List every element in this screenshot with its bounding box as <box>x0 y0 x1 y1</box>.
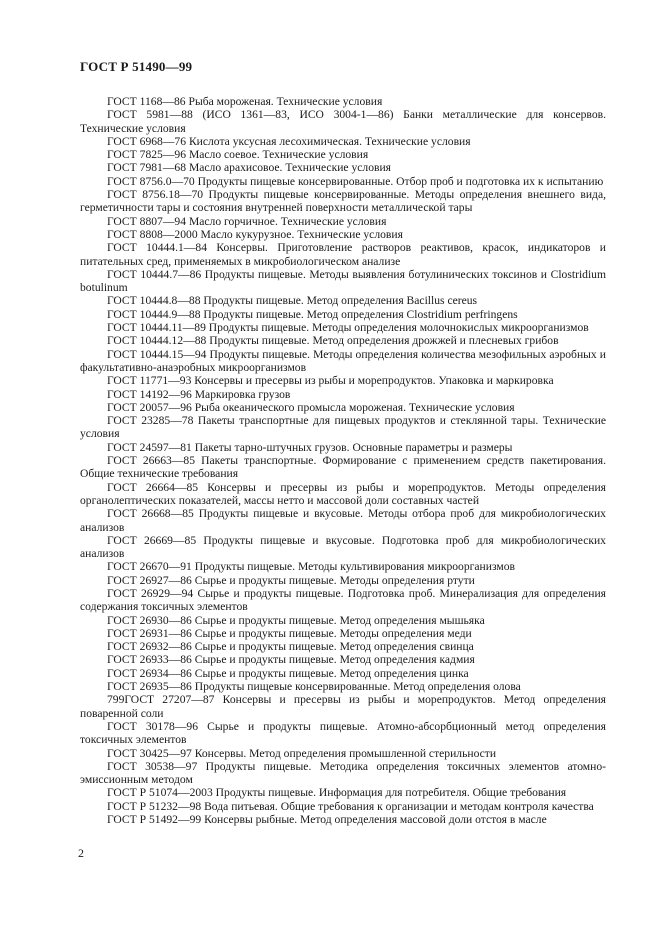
reference-title: Продукты пищевые. Методика определения токсичных элементов атомно-эмиссионным методом <box>80 759 606 787</box>
reference-item <box>80 268 606 295</box>
reference-item <box>80 308 606 321</box>
reference-item <box>80 786 606 799</box>
reference-code: ГОСТ 10444.15—94 <box>107 347 207 361</box>
reference-code: ГОСТ 26929—94 <box>107 586 194 600</box>
reference-code: ГОСТ 26663—85 <box>107 454 196 468</box>
reference-item <box>80 135 606 148</box>
document-header: ГОСТ Р 51490—99 <box>80 59 193 74</box>
reference-item <box>80 614 606 627</box>
reference-item <box>80 161 606 174</box>
reference-code: ГОСТ 1168—86 <box>107 95 186 108</box>
reference-title: Продукты пищевые. Методы определения молочнокислых микроорганизмов <box>208 321 589 335</box>
reference-title: Рыба океанического промысла мороженая. Технические условия <box>194 400 515 414</box>
reference-title: Продукты пищевые. Метод определения дрожжей и плесневых грибов <box>209 334 559 348</box>
reference-title: Маркировка грузов <box>194 387 291 401</box>
reference-title: Сырье и продукты пищевые. Атомно-абсорбционный метод определения токсичных элементов <box>80 719 606 747</box>
reference-title: Продукты пищевые и вкусовые. Подготовка проб для микробиологических анализов <box>80 533 606 561</box>
reference-title: Масло арахисовое. Технические условия <box>188 161 391 175</box>
reference-title: Сырье и продукты пищевые. Методы определения ртути <box>194 573 475 587</box>
reference-title: Продукты пищевые. Методы выявления ботулинических токсинов и Clostridium botulinum <box>80 267 606 295</box>
reference-item <box>80 401 606 414</box>
reference-item <box>80 534 606 561</box>
reference-title: Масло горчичное. Технические условия <box>188 214 387 228</box>
reference-title: (ИСО 1361—83, ИСО 3004-1—86) Банки металлические для консервов. Технические условия <box>80 108 606 135</box>
reference-item <box>80 720 606 747</box>
reference-code: ГОСТ 7981—68 <box>107 161 187 175</box>
reference-title: Продукты пищевые консервированные. Методы определения внешнего вида, герметичности тары и состояния внутренней поверхности металлической тары <box>80 188 606 215</box>
reference-title: Продукты пищевые. Метод определения Clostridium perfringens <box>203 307 518 321</box>
reference-item <box>80 574 606 587</box>
reference-code: ГОСТ 7825—96 <box>107 148 187 162</box>
reference-list <box>80 95 606 826</box>
reference-title: Продукты пищевые консервированные. Метод определения олова <box>194 680 521 694</box>
reference-item <box>80 388 606 401</box>
reference-title: Пакеты транспортные. Формирование с применением средств пакетирования. Общие технические требования <box>80 454 606 481</box>
reference-title: Консервы. Приготовление растворов реактивов, красок, индикаторов и питательных сред, применяемых в микробиологическом анализе <box>80 241 607 268</box>
reference-code: ГОСТ 10444.11—89 <box>107 321 206 335</box>
reference-code: ГОСТ 30178—96 <box>107 719 199 733</box>
reference-code: ГОСТ 26934—86 <box>107 666 192 680</box>
reference-item <box>80 374 606 387</box>
reference-title: Продукты пищевые. Метод определения Bacillus cereus <box>203 294 478 308</box>
reference-item <box>80 228 606 241</box>
reference-item <box>80 334 606 347</box>
reference-code: ГОСТ 10444.12—88 <box>107 334 207 348</box>
reference-title: Сырье и продукты пищевые. Подготовка проб. Минерализация для определения содержания токсичных элементов <box>80 586 606 614</box>
reference-code: ГОСТ 11771—93 <box>107 374 192 388</box>
reference-title: Консервы и пресервы из рыбы и морепродуктов. Методы определения органолептических показателей, массы нетто и массовой доли составных частей <box>80 480 606 507</box>
reference-code: ГОСТ 26668—85 <box>107 507 194 521</box>
reference-title: Рыба мороженая. Технические условия <box>188 95 383 108</box>
reference-title: Сырье и продукты пищевые. Метод определения кадмия <box>194 653 475 667</box>
reference-item <box>80 441 606 454</box>
reference-code: ГОСТ 30538—97 <box>107 759 198 773</box>
reference-item <box>80 95 606 108</box>
reference-item <box>80 188 606 215</box>
reference-code: ГОСТ 10444.7—86 <box>107 267 202 281</box>
reference-item <box>80 760 606 787</box>
reference-item <box>80 653 606 666</box>
reference-item <box>80 747 606 760</box>
reference-code: ГОСТ 26927—86 <box>107 573 192 587</box>
reference-title: Консервы и пресервы из рыбы и морепродуктов. Метод определения поваренной соли <box>80 693 606 720</box>
reference-title: Пакеты тарно-штучных грузов. Основные параметры и размеры <box>194 440 513 454</box>
reference-code: ГОСТ 26670—91 <box>107 560 192 574</box>
reference-code: ГОСТ 10444.1—84 <box>107 241 207 255</box>
reference-title: Вода питьевая. Общие требования к организации и методам контроля качества <box>204 799 594 813</box>
reference-code: ГОСТ 20057—96 <box>107 400 192 414</box>
reference-item <box>80 507 606 534</box>
reference-title: Сырье и продукты пищевые. Метод определения свинца <box>194 640 474 654</box>
reference-title: Масло соевое. Технические условия <box>188 148 369 162</box>
reference-code: ГОСТ 6968—76 <box>107 134 187 148</box>
reference-item <box>80 693 606 720</box>
reference-code: ГОСТ 24597—81 <box>107 440 192 454</box>
reference-code: ГОСТ Р 51492—99 <box>107 813 202 827</box>
reference-title: Консервы. Метод определения промышленной стерильности <box>194 746 497 760</box>
reference-item <box>80 348 606 375</box>
reference-code: ГОСТ 8756.0—70 <box>107 174 195 188</box>
reference-item <box>80 627 606 640</box>
reference-title: Сырье и продукты пищевые. Метод определения цинка <box>194 666 469 680</box>
reference-code: ГОСТ Р 51074—2003 <box>107 786 213 800</box>
reference-item <box>80 454 606 481</box>
reference-title: Сырье и продукты пищевые. Методы определения меди <box>194 626 472 640</box>
reference-code: ГОСТ 23285—78 <box>107 414 194 428</box>
reference-item <box>80 587 606 614</box>
reference-item <box>80 414 606 441</box>
reference-code: ГОСТ 26932—86 <box>107 640 192 654</box>
reference-code: 799ГОСТ 27207—87 <box>107 693 215 707</box>
reference-item <box>80 680 606 693</box>
reference-title: Консервы и пресервы из рыбы и морепродуктов. Упаковка и маркировка <box>194 374 554 388</box>
reference-title: Продукты пищевые. Методы определения количества мезофильных аэробных и факультативно-анаэробных микроорганизмов <box>80 347 606 374</box>
reference-code: ГОСТ 8756.18—70 <box>107 188 204 202</box>
reference-code: ГОСТ 10444.9—88 <box>107 307 201 321</box>
reference-title: Продукты пищевые. Методы культивирования микроорганизмов <box>194 560 515 574</box>
reference-item <box>80 560 606 573</box>
reference-title: Кислота уксусная лесохимическая. Технические условия <box>188 134 471 148</box>
page-number: 2 <box>78 846 84 860</box>
reference-item <box>80 667 606 680</box>
reference-title: Продукты пищевые консервированные. Отбор проб и подготовка их к испытанию <box>197 174 604 188</box>
reference-code: ГОСТ 26930—86 <box>107 613 192 627</box>
reference-item <box>80 175 606 188</box>
reference-item <box>80 241 606 268</box>
reference-code: ГОСТ 26935—86 <box>107 680 192 694</box>
reference-code: ГОСТ 8807—94 <box>107 214 187 228</box>
reference-item <box>80 481 606 508</box>
reference-code: ГОСТ 30425—97 <box>107 746 192 760</box>
reference-code: ГОСТ 26664—85 <box>107 480 199 494</box>
reference-item <box>80 108 606 135</box>
reference-item <box>80 640 606 653</box>
reference-item <box>80 215 606 228</box>
reference-title: Продукты пищевые. Информация для потребителя. Общие требования <box>215 786 567 800</box>
reference-title: Пакеты транспортные для пищевых продуктов и стеклянной тары. Технические условия <box>80 414 606 441</box>
reference-item <box>80 294 606 307</box>
reference-code: ГОСТ 5981—88 <box>107 108 193 122</box>
reference-code: ГОСТ 26931—86 <box>107 626 192 640</box>
reference-code: ГОСТ Р 51232—98 <box>107 799 202 813</box>
reference-title: Консервы рыбные. Метод определения массовой доли отстоя в масле <box>204 813 547 827</box>
reference-item <box>80 800 606 813</box>
reference-title: Масло кукурузное. Технические условия <box>200 227 403 241</box>
reference-code: ГОСТ 26669—85 <box>107 533 197 547</box>
reference-title: Продукты пищевые и вкусовые. Методы отбора проб для микробиологических анализов <box>80 507 606 534</box>
reference-code: ГОСТ 26933—86 <box>107 653 192 667</box>
reference-item <box>80 321 606 334</box>
reference-item <box>80 813 606 826</box>
reference-code: ГОСТ 10444.8—88 <box>107 294 201 308</box>
reference-code: ГОСТ 8808—2000 <box>107 227 198 241</box>
reference-title: Сырье и продукты пищевые. Метод определения мышьяка <box>194 613 485 627</box>
reference-item <box>80 148 606 161</box>
reference-code: ГОСТ 14192—96 <box>107 387 192 401</box>
